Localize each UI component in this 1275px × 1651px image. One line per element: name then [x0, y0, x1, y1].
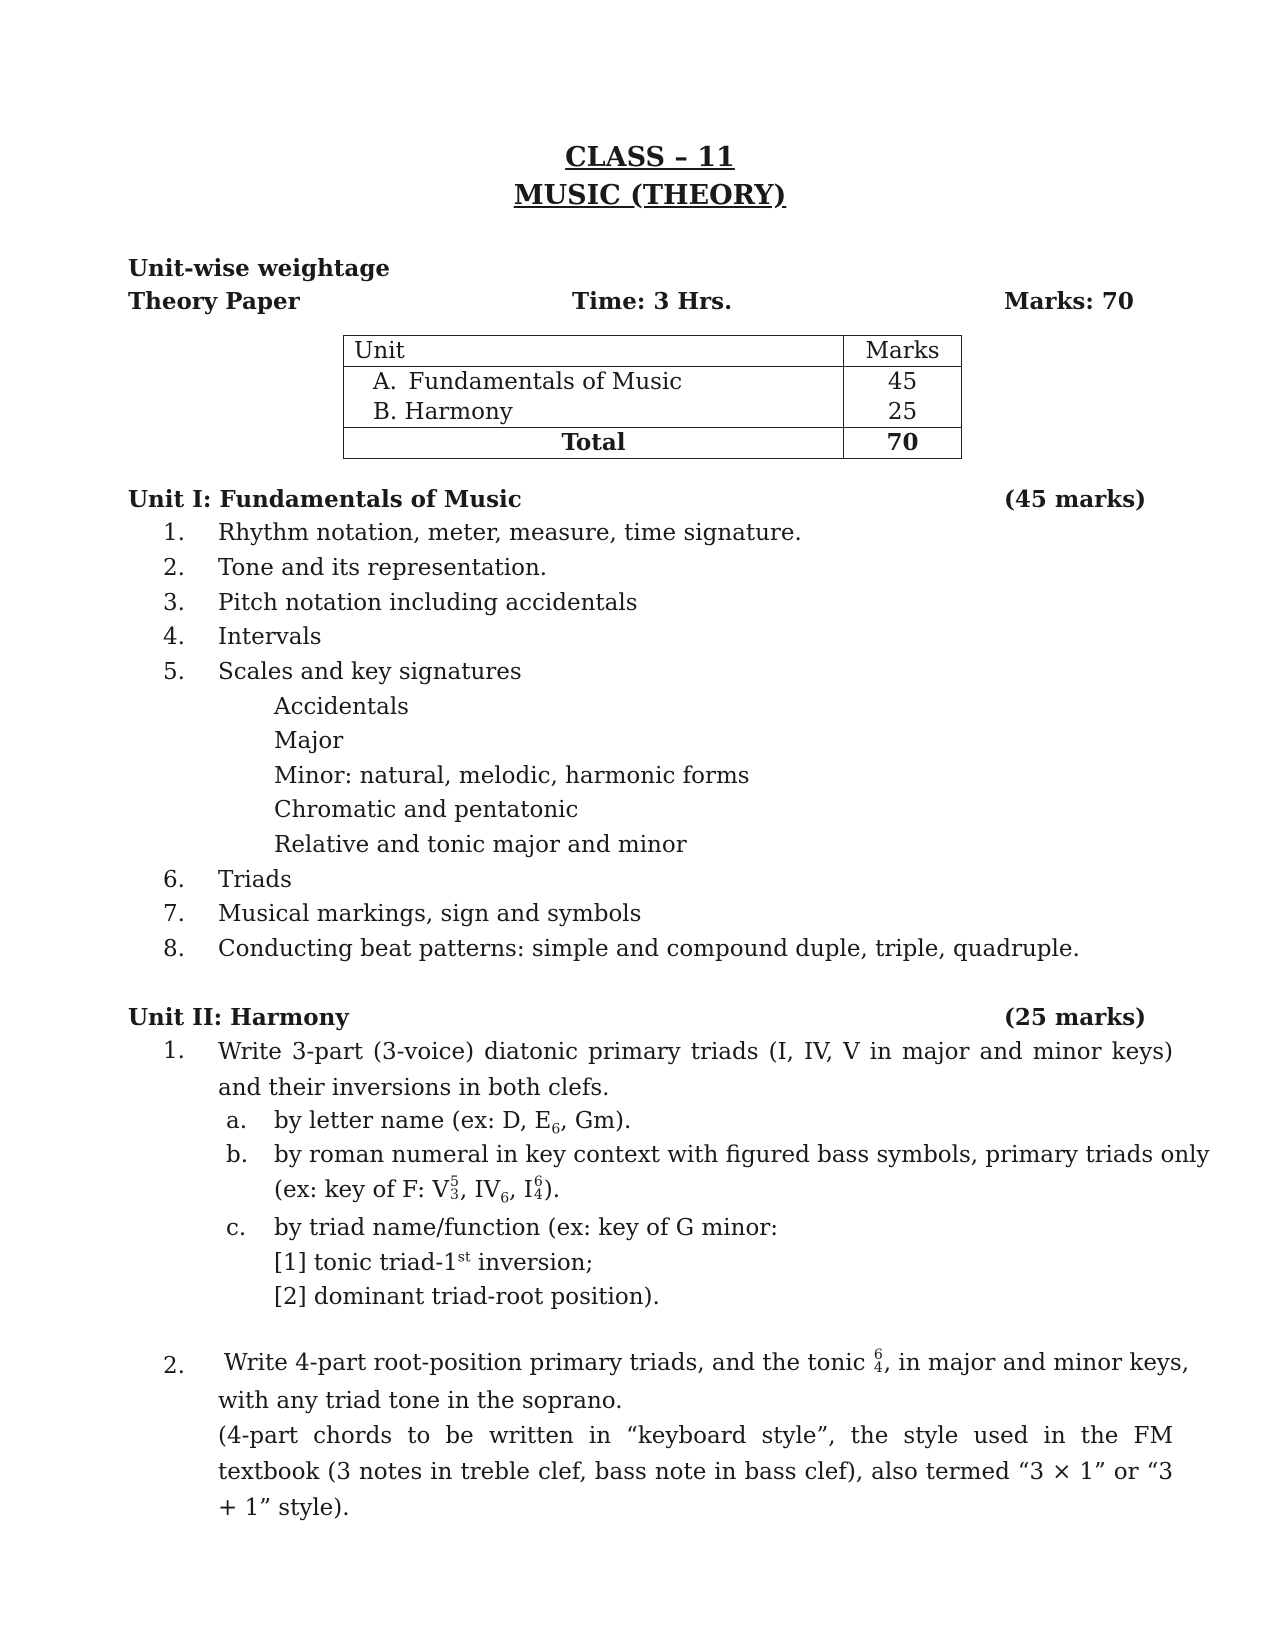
list-item: Triads	[218, 867, 292, 893]
table-row	[344, 367, 962, 398]
total-label: Total	[344, 428, 844, 459]
header-marks: Marks	[844, 336, 962, 367]
row-unit: A. Fundamentals of Music	[344, 367, 844, 398]
unit1-marks: (45 marks)	[1004, 486, 1147, 513]
total-marks: 70	[844, 428, 962, 459]
list-item-num: 8.	[163, 936, 185, 962]
sub-item-b: by roman numeral in key context with figured bass symbols, primary triads only	[274, 1142, 1210, 1168]
scale-subitem: Relative and tonic major and minor	[274, 832, 687, 858]
scale-subitem: Accidentals	[274, 694, 409, 720]
row-marks: 25	[844, 397, 962, 428]
list-item-num: 6.	[163, 867, 185, 893]
harmony-item-2-line1: Write 4-part root-position primary triads, and the tonic 6 4 , in major and minor keys,	[224, 1347, 1190, 1376]
sub-item-c2: [2] dominant triad-root position).	[274, 1284, 660, 1310]
row-unit: B. Harmony	[344, 397, 844, 428]
subject-title: MUSIC (THEORY)	[513, 180, 787, 211]
list-item: Rhythm notation, meter, measure, time signature.	[218, 520, 802, 546]
paper-label: Theory Paper	[128, 288, 300, 315]
class-title: CLASS – 11	[565, 142, 735, 173]
sub-label: b.	[226, 1142, 249, 1168]
list-item-num: 7.	[163, 901, 185, 927]
unit1-heading: Unit I: Fundamentals of Music	[128, 486, 522, 513]
time-label: Time: 3 Hrs.	[572, 288, 733, 315]
weightage-table	[343, 335, 962, 459]
sub-item-c1: [1] tonic triad-1st inversion;	[274, 1249, 594, 1276]
list-item-num: 2.	[163, 555, 185, 581]
table-row	[344, 397, 962, 428]
list-item-num: 4.	[163, 624, 185, 650]
harmony-item-2-note: (4-part chords to be written in “keyboard style”, the style used in the FM textbook (3 notes in treble clef, bass note in bass clef), also termed “3 × 1” or “3 + 1” style).	[218, 1423, 1173, 1521]
row-marks: 45	[844, 367, 962, 398]
list-item: Musical markings, sign and symbols	[218, 901, 642, 927]
sub-label: c.	[226, 1215, 247, 1241]
list-item: Intervals	[218, 624, 322, 650]
harmony-item-1: Write 3-part (3-voice) diatonic primary triads (I, IV, V in major and minor keys) and their inversions in both clefs.	[218, 1039, 1173, 1101]
marks-label: Marks: 70	[1004, 288, 1134, 315]
sub-label: a.	[226, 1108, 248, 1134]
list-item-num: 1.	[163, 520, 185, 546]
list-item: Pitch notation including accidentals	[218, 590, 638, 616]
sub-item-c: by triad name/function (ex: key of G minor:	[274, 1215, 779, 1241]
scale-subitem: Minor: natural, melodic, harmonic forms	[274, 763, 750, 789]
weightage-label: Unit-wise weightage	[128, 255, 391, 282]
list-item: Scales and key signatures	[218, 659, 522, 685]
list-item: Conducting beat patterns: simple and compound duple, triple, quadruple.	[218, 936, 1080, 962]
table-header-row	[344, 336, 962, 367]
unit2-marks: (25 marks)	[1004, 1004, 1147, 1031]
harmony-item-2-line2: with any triad tone in the soprano.	[218, 1388, 623, 1414]
table-total-row	[344, 428, 962, 459]
scale-subitem: Major	[274, 728, 344, 754]
list-item-num: 2.	[163, 1353, 185, 1379]
list-item-num: 1.	[163, 1038, 185, 1064]
list-item-num: 5.	[163, 659, 185, 685]
list-item-num: 3.	[163, 590, 185, 616]
scale-subitem: Chromatic and pentatonic	[274, 797, 579, 823]
sub-item-b-example: (ex: key of F: V 5 3 , $IV_6$, I 6 4 ).	[274, 1174, 561, 1207]
unit2-heading: Unit II: Harmony	[128, 1004, 349, 1031]
list-item: Tone and its representation.	[218, 555, 548, 581]
sub-item-a: by letter name (ex: D, $E_6$, Gm).	[274, 1108, 632, 1138]
header-unit: Unit	[344, 336, 844, 367]
